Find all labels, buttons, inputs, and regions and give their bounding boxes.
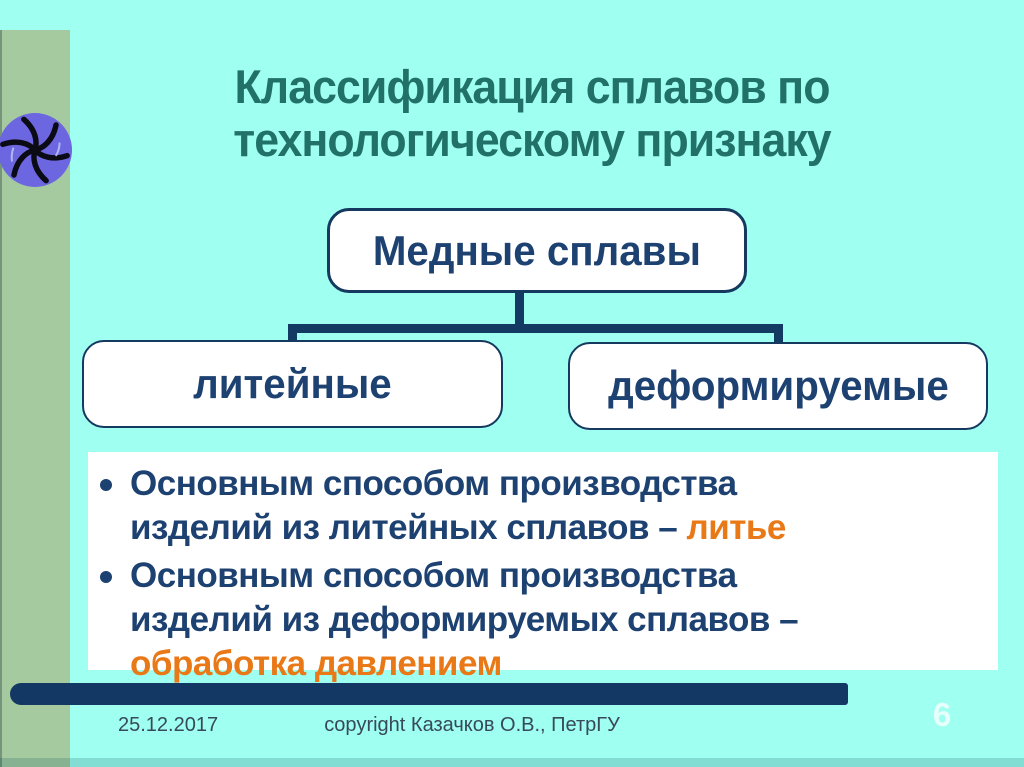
flowchart-box-label: Медные сплавы (372, 226, 702, 274)
bullet-dot-icon (100, 571, 112, 583)
bullet-dot-icon (100, 479, 112, 491)
slide-title (70, 60, 994, 166)
bullet2-accent-pressure: обработка давлением (130, 644, 502, 683)
bullet2-line1: Основным способом производства (130, 556, 737, 595)
page-number: 6 (932, 696, 952, 733)
connector-horizontal-bar (288, 324, 783, 333)
bullet1-line2-main: изделий из литейных сплавов – (130, 508, 687, 547)
footer-divider-bar (10, 683, 848, 705)
connector-vertical-stub (515, 291, 524, 327)
flowchart-box-label: литейные (193, 360, 392, 407)
bullet1-accent-casting: литье (686, 508, 786, 547)
slide-title-line2: технологическому признаку (233, 113, 831, 166)
pinwheel-ball-icon (0, 110, 75, 190)
bullet1-line1: Основным способом производства (130, 464, 737, 503)
flowchart-box-wrought (568, 342, 988, 430)
flowchart-box-copper-alloys (327, 208, 747, 293)
footer-date: 25.12.2017 (118, 714, 219, 736)
bottom-edge-strip (0, 758, 1024, 767)
bullet1-line2 (130, 506, 992, 550)
bullet2-line2: изделий из деформируемых сплавов – (130, 600, 799, 639)
list-item (88, 554, 992, 686)
bullet-panel (88, 452, 998, 683)
slide-title-line1: Классификация сплавов по (234, 60, 830, 113)
bullet-list (88, 452, 998, 686)
list-item (88, 462, 992, 550)
footer-copyright: copyright Казачков О.В., ПетрГУ (324, 714, 620, 736)
flowchart-box-cast (82, 340, 503, 428)
flowchart-box-label: деформируемые (607, 362, 949, 409)
